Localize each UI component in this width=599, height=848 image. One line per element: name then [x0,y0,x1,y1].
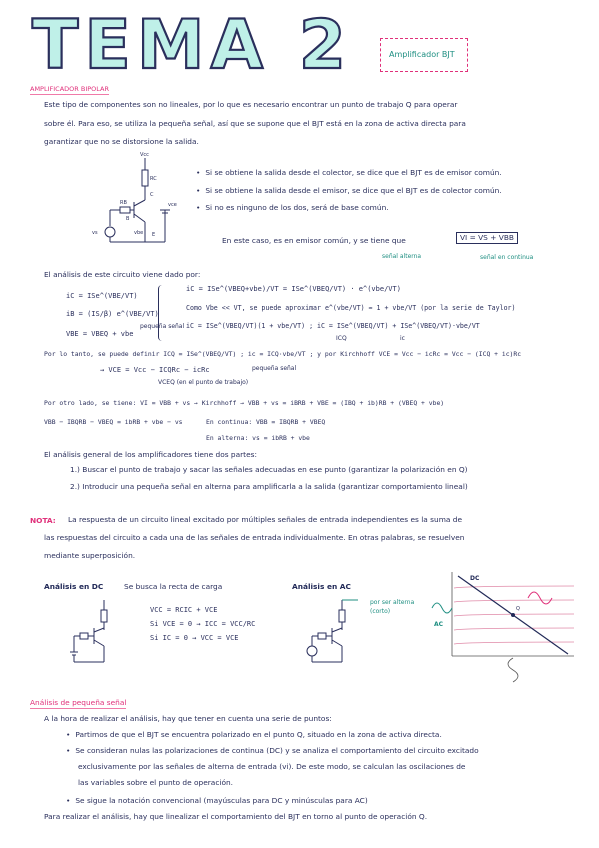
label-vcc: Vcc [140,152,149,158]
label-vs: vs [92,230,98,236]
dc-eq-1: VCC = RCIC + VCE [150,606,218,614]
analysis-left-eq-2: iB = (IS/β) e^(VBE/VT) [66,310,159,318]
label-c: C [150,192,154,198]
ac-title: Análisis en AC [292,582,351,591]
dc-circuit [62,596,134,668]
ac-note: por ser alterna (corto) [370,599,415,615]
small-signal-bullet-3: • Se sigue la notación convencional (mayúsculas para DC y minúsculas para AC) [66,796,368,806]
ac-circuit [300,596,372,668]
bullet-colector-comun: • Si se obtiene la salida desde el emisor, se dice que el BJT es de colector común. [196,186,502,196]
nota-line-2: las respuestas del circuito a cada una de las señales de entrada individualmente. En otras palabras, se resuelven [44,533,465,542]
small-signal-closing: Para realizar el análisis, hay que linealizar el comportamiento del BJT en torno al punto de operación Q. [44,812,428,821]
label-vce: vce [168,202,177,208]
small-signal-bullet-2: • Se consideran nulas las polarizaciones de continua (DC) y se analiza el comportamiento del circuito excitado [66,746,479,756]
small-signal-heading: Análisis de pequeña señal [30,698,127,707]
nota-label: NOTA: [30,516,56,525]
dc-eq-2: Si VCE = 0 → ICC = VCC/RC [150,620,256,628]
analysis-line-5-b: En alterna: vs = ibRB + vbe [206,434,310,442]
label-rc: RC [150,176,157,182]
small-signal-bullet-2b: exclusivamente por las señales de alterna de entrada (vi). De este modo, se calculan las oscilaciones de [78,762,466,771]
title-badge [380,38,468,72]
bullet-emisor-comun: • Si se obtiene la salida desde el colector, se dice que el BJT es de emisor común. [196,168,502,178]
analysis-line-3-sub: VCEQ (en el punto de trabajo) [158,379,249,386]
analysis-general: El análisis general de los amplificadores tiene dos partes: [44,450,257,459]
badge-text: Amplificador BJT [389,50,455,59]
analysis-line-3-note: pequeña señal [252,365,297,372]
dc-eq-3: Si IC = 0 → VCC = VCE [150,634,239,642]
page-title [28,8,348,78]
analysis-right-eq-2: Como Vbe << VT, se puede aproximar e^(vbe/VT) ≈ 1 + vbe/VT (por la serie de Taylor) [186,304,516,312]
nota-line-1: La respuesta de un circuito lineal excitado por múltiples señales de entrada independientes es la suma de [68,515,463,524]
label-rb: RB [120,200,127,206]
analysis-step-2: 2.) Introducir una pequeña señal en alterna para amplificarla a la salida (garantizar comportamiento lineal) [70,482,468,491]
bjt-circuit-diagram [90,150,180,250]
analysis-left-eq-3: VBE = VBEQ + vbe [66,330,134,338]
emitter-note: En este caso, es en emisor común, y se tiene que [222,236,406,245]
intro-line-2: sobre él. Para eso, se utiliza la pequeña señal, así que se supone que el BJT está en la zona de activa directa para [44,119,466,128]
label-senal-alterna: señal alterna [382,253,422,260]
emitter-equation: VI = VS + VBB [456,232,518,244]
load-line-graph [428,568,578,688]
graph-q-label: Q [516,606,520,612]
intro-line-1: Este tipo de componentes son no lineales, por lo que es necesario encontrar un punto de trabajo Q para operar [44,100,458,109]
analysis-left-eq-1: iC = ISe^(VBE/VT) [66,292,138,300]
nota-line-3: mediante superposición. [44,551,136,560]
analysis-line-3: → VCE = Vcc − ICQRc − icRc [100,366,210,374]
analysis-line-5: VBB − IBQRB − VBEQ = ibRB + vbe − vs [44,418,183,426]
label-b: B [126,216,130,222]
graph-ac-label: AC [434,621,444,628]
bullet-base-comun: • Si no es ninguno de los dos, será de base común. [196,203,389,213]
label-senal-continua: señal en continua [480,254,534,261]
small-signal-bullet-1: • Partimos de que el BJT se encuentra polarizado en el punto Q, situado en la zona de activa directa. [66,730,442,740]
analysis-right-eq-1: iC = ISe^(VBEQ+vbe)/VT = ISe^(VBEQ/VT) · e^(vbe/VT) [186,285,401,293]
small-signal-intro: A la hora de realizar el análisis, hay que tener en cuenta una serie de puntos: [44,714,332,723]
analysis-line-2: Por lo tanto, se puede definir ICQ = ISe^(VBEQ/VT) ; ic = ICQ·vbe/VT ; y por Kirchhoff VCE = Vcc − icRc = Vcc − (ICQ + ic)Rc [44,350,522,358]
small-signal-bullet-2c: las variables sobre el punto de operación. [78,778,233,787]
intro-line-3: garantizar que no se distorsione la salida. [44,137,199,146]
title-text: TEMA 2 [32,8,348,78]
dc-title: Análisis en DC [44,582,104,591]
section-heading-bipolar: AMPLIFICADOR BIPOLAR [30,85,110,93]
analysis-step-1: 1.) Buscar el punto de trabajo y sacar las señales adecuadas en ese punto (garantizar la polarización en Q) [70,465,468,474]
analysis-line-5-a: En continua: VBB = IBQRB + VBEQ [206,418,326,426]
analysis-intro: El análisis de este circuito viene dado por: [44,270,201,279]
label-vbe: vbe [134,230,144,236]
sub-icq: ICQ [336,335,347,342]
dc-note: Se busca la recta de carga [124,582,223,591]
label-e: E [152,232,156,238]
graph-dc-label: DC [470,575,480,582]
analysis-left-note: pequeña señal [140,323,185,330]
sub-ic: ic [400,335,405,342]
curly-brace [158,285,167,341]
analysis-line-4: Por otro lado, se tiene: VI = VBB + vs → Kirchhoff → VBB + vs = iBRB + VBE = (IBQ + ib)RB + (VBEQ + vbe) [44,399,445,407]
analysis-right-eq-3: iC = ISe^(VBEQ/VT)(1 + vbe/VT) ; iC = ISe^(VBEQ/VT) + ISe^(VBEQ/VT)·vbe/VT [186,322,480,330]
